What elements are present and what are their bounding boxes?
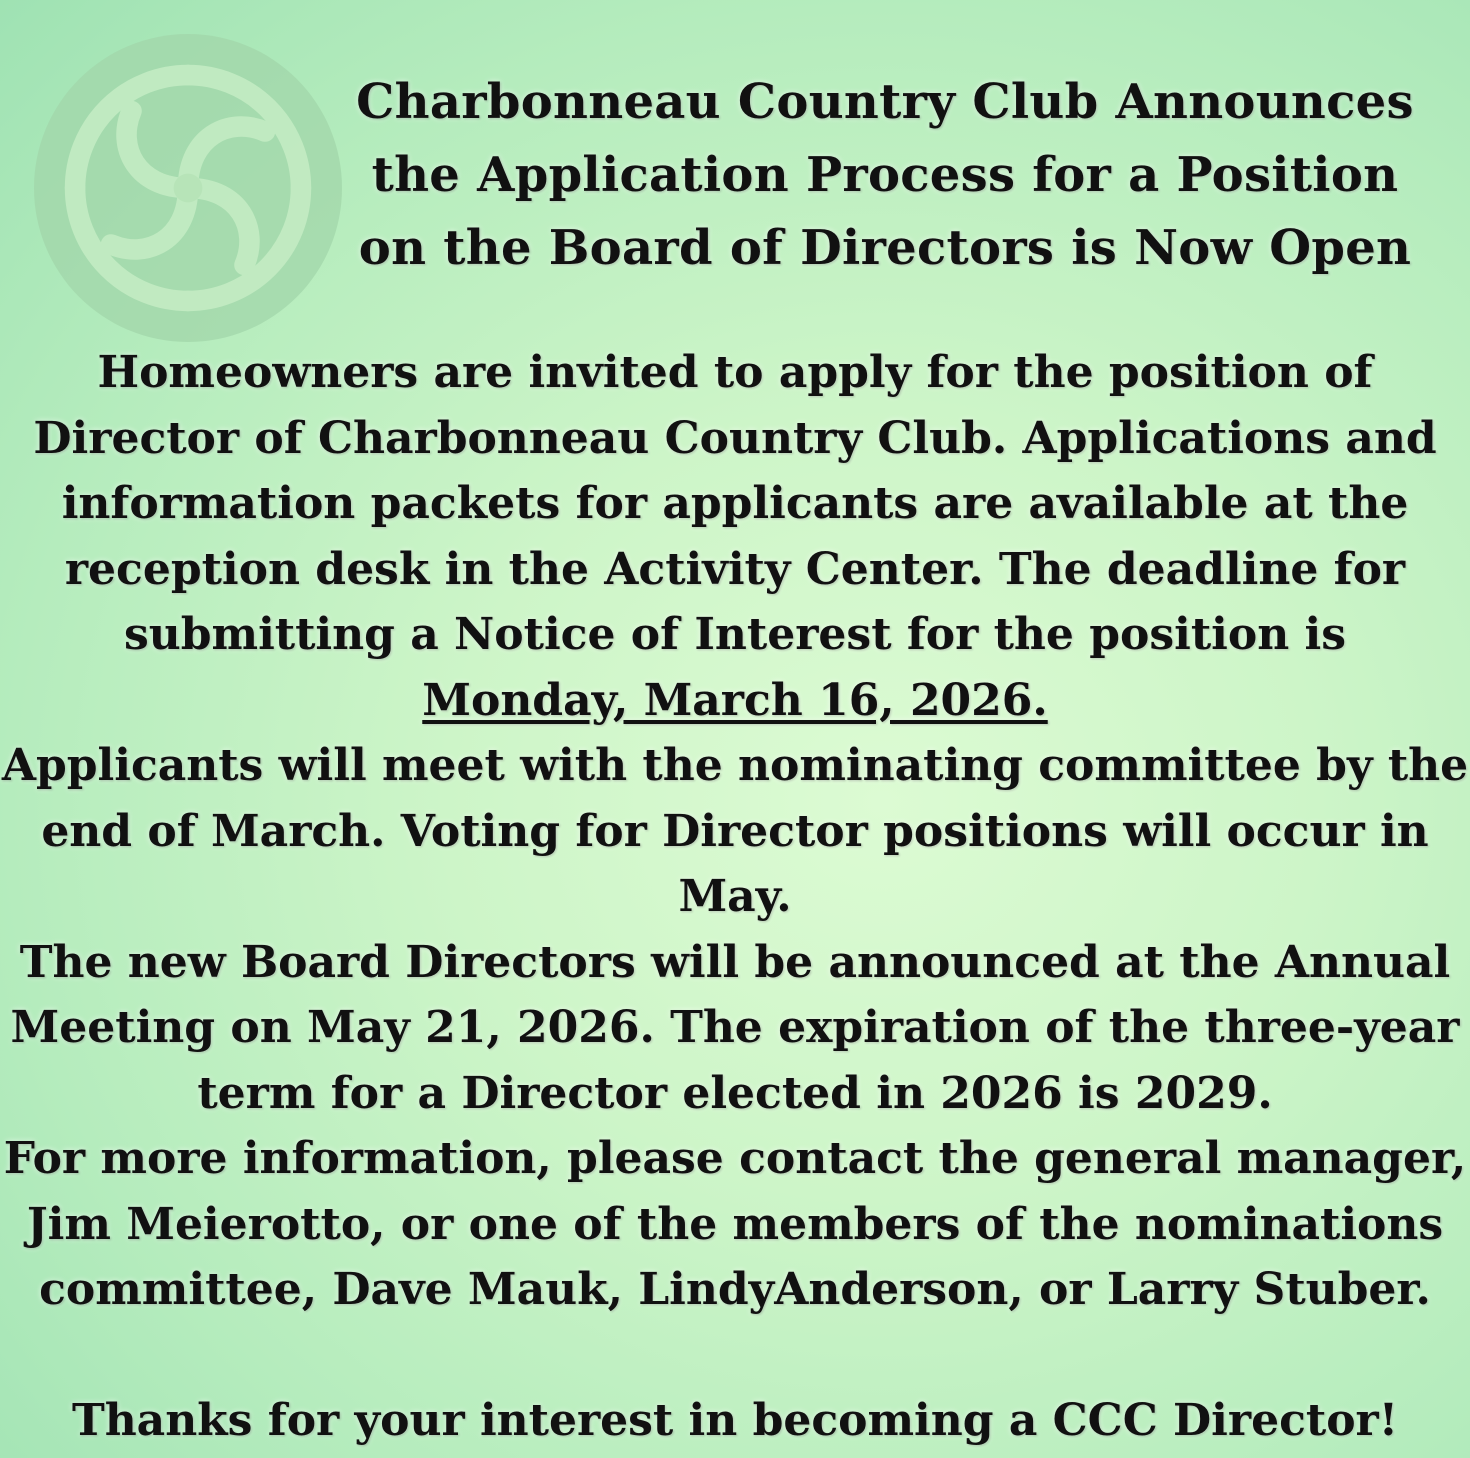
spacer bbox=[0, 1323, 1470, 1388]
meeting-paragraph: Applicants will meet with the nominating committee by the end of March. Voting for Director positions will occur in May. bbox=[1, 740, 1469, 922]
announcement-paragraph: The new Board Directors will be announced at the Annual Meeting on May 21, 2026. The expiration of the three-year term for a Director elected in 2026 is 2029. bbox=[10, 936, 1460, 1119]
announcement-body bbox=[0, 340, 1470, 1453]
closing-line: Thanks for your interest in becoming a CCC Director! bbox=[71, 1394, 1399, 1446]
club-logo-icon bbox=[34, 34, 342, 342]
intro-paragraph: Homeowners are invited to apply for the position of Director of Charbonneau Country Club. Applications and information packets for applicants are available at the reception desk in the Activity Center. The deadline for submitting a Notice of Interest for the position is bbox=[33, 347, 1437, 660]
deadline-date: Monday, March 16, 2026. bbox=[422, 674, 1048, 726]
contact-paragraph: For more information, please contact the general manager, Jim Meierotto, or one of the members of the nominations committee, Dave Mauk, LindyAnderson, or Larry Stuber. bbox=[3, 1133, 1467, 1315]
page-title: Charbonneau Country Club Announces the Application Process for a Position on the Board of Directors is Now Open bbox=[356, 74, 1414, 276]
